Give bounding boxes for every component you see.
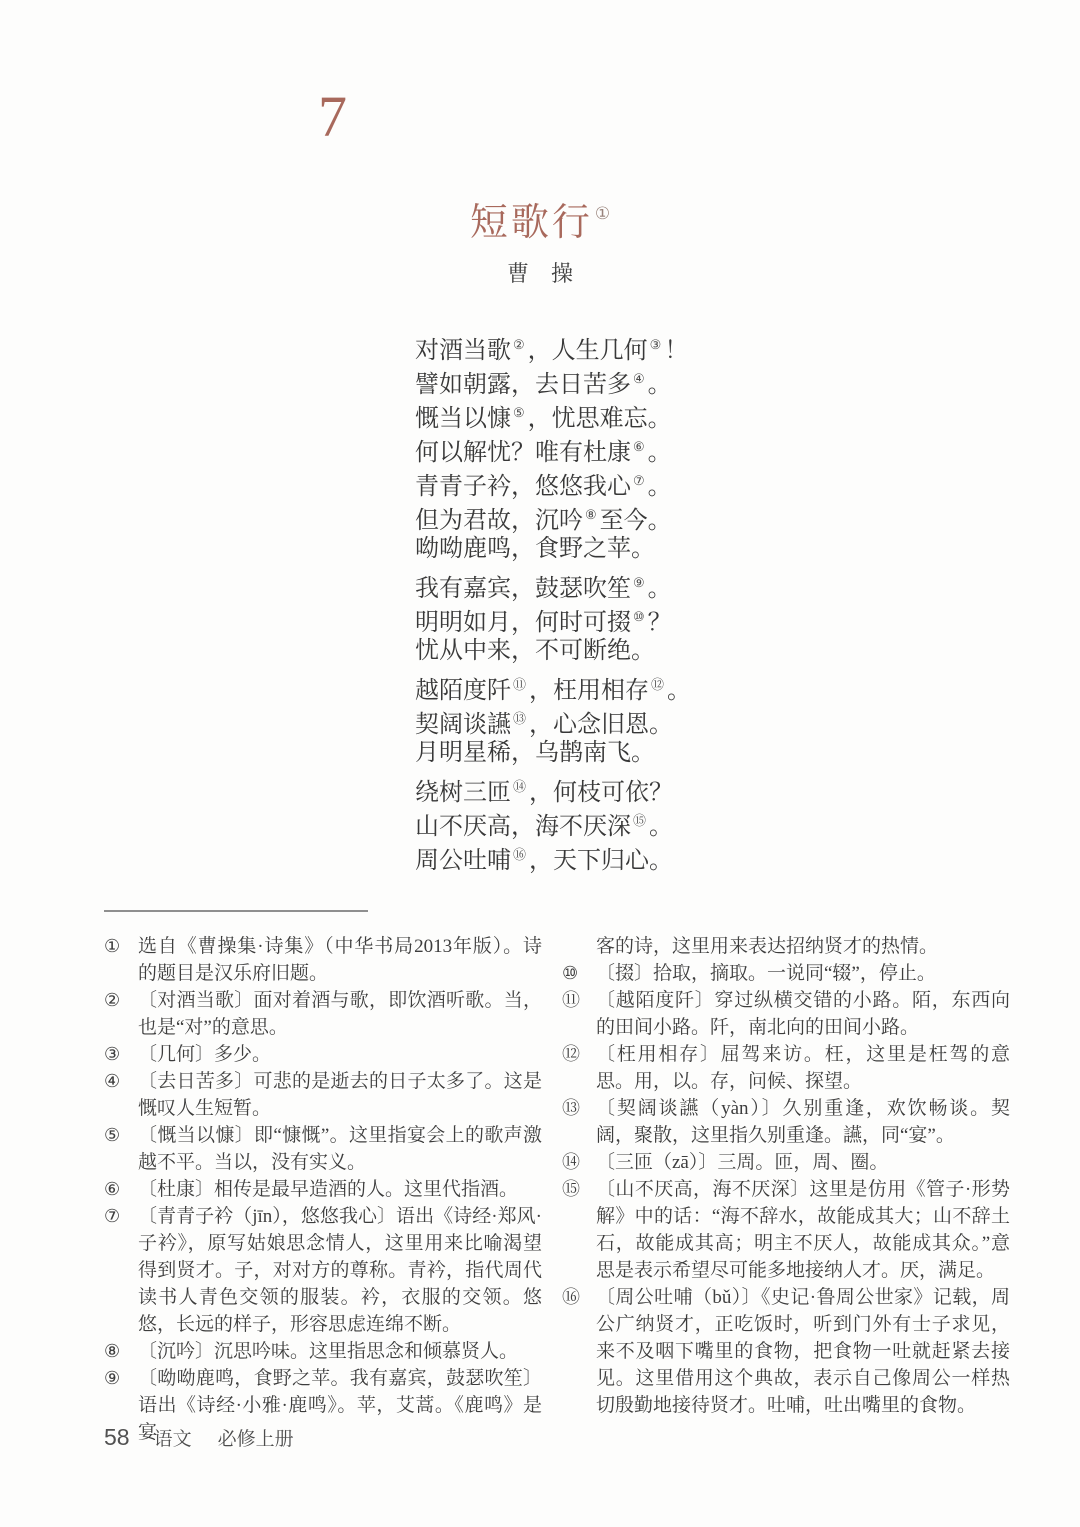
footnote-text: 〔呦呦鹿鸣，食野之苹。我有嘉宾，鼓瑟吹笙〕语出《诗经·小雅·鹿鸣》。苹，艾蒿。《鹿鸣》是宴 [138, 1368, 542, 1443]
footnote-text: 〔去日苦多〕可悲的是逝去的日子太多了。这是慨叹人生短暂。 [138, 1071, 542, 1119]
footnotes-left-column [104, 933, 542, 1446]
footnote-number: ⑯ [562, 1287, 580, 1307]
poem-line: 明明如月，何时可掇 ⑩ ？ [415, 609, 672, 636]
poem-line: 对酒当歌 ② ，人生几何 ③ ！ [415, 337, 689, 364]
page-number: 58 [104, 1424, 130, 1450]
footnote-item [104, 1122, 542, 1176]
footnote-item [562, 1041, 1010, 1095]
poem-line: 但为君故，沉吟 ⑧ 至今。 [415, 507, 672, 534]
poem-line: 越陌度阡 ⑪ ，枉用相存 ⑫ 。 [415, 677, 692, 704]
footnote-item [104, 987, 542, 1041]
title-footnote-ref: ① [594, 204, 611, 224]
footnote-item [104, 1041, 542, 1068]
footnote-number: ⑩ [562, 963, 579, 983]
footnote-text: 〔契阔谈讌（yàn）〕久别重逢，欢饮畅谈。契阔，聚散，这里指久别重逢。讌，同“宴”。 [596, 1098, 1010, 1146]
footnote-number [562, 933, 596, 960]
footnote-number: ⑪ [562, 990, 580, 1010]
footnote-item [104, 1338, 542, 1365]
poem-line: 山不厌高，海不厌深 ⑮ 。 [415, 813, 674, 840]
footnote-number: ⑭ [562, 1152, 580, 1172]
footnote-text: 〔周公吐哺（bǔ）〕《史记·鲁周公世家》记载，周公广纳贤才，正吃饭时，听到门外有士子求见，来不及咽下嘴里的食物，把食物一吐就赶紧去接见。这里借用这个典故，表示自己像周公一样热切殷勤地接待贤才。吐哺，吐出嘴里的食物。 [596, 1287, 1010, 1416]
footnote-text: 〔山不厌高，海不厌深〕这里是仿用《管子·形势解》中的话：“海不辞水，故能成其大；山不辞土石，故能成其高；明主不厌人，故能成其众。”意思是表示希望尽可能多地接纳人才。厌，满足。 [596, 1179, 1010, 1281]
poem-note-ref: ⑯ [513, 847, 527, 862]
poem-note-ref: ⑦ [633, 473, 645, 488]
footnote-item [562, 987, 1010, 1041]
footnote-number: ⑤ [104, 1125, 121, 1145]
footnote-number: ② [104, 990, 121, 1010]
footnote-text: 〔慨当以慷〕即“慷慨”。这里指宴会上的歌声激越不平。当以，没有实义。 [138, 1125, 542, 1173]
poem-note-ref: ⑪ [513, 677, 527, 692]
poem-note-ref: ⑧ [585, 507, 597, 522]
footnote-text: 选自《曹操集·诗集》（中华书局2013年版）。诗的题目是汉乐府旧题。 [138, 936, 542, 984]
footnote-text: 客的诗，这里用来表达招纳贤才的热情。 [596, 936, 939, 957]
poem-line: 呦呦鹿鸣，食野之苹。 [415, 536, 655, 562]
footnote-number: ⑦ [104, 1206, 121, 1226]
page-footer [104, 1424, 294, 1451]
footnote-number: ⑮ [562, 1179, 580, 1199]
poem-body [415, 328, 691, 872]
footnote-item [104, 1176, 542, 1203]
footnote-number: ⑬ [562, 1098, 580, 1118]
footnote-item [562, 1095, 1010, 1149]
footnote-text: 〔枉用相存〕屈驾来访。枉，这里是枉驾的意思。用，以。存，问候、探望。 [596, 1044, 1010, 1092]
poem-note-ref: ② [513, 337, 525, 352]
poem-line: 何以解忧？唯有杜康 ⑥ 。 [415, 439, 672, 466]
footnote-item [104, 1068, 542, 1122]
footnote-item [562, 1176, 1010, 1284]
poem-note-ref: ③ [649, 337, 662, 352]
footnote-text: 〔越陌度阡〕穿过纵横交错的小路。陌，东西向的田间小路。阡，南北向的田间小路。 [596, 990, 1010, 1038]
poem-line: 慨当以慷 ⑤ ，忧思难忘。 [415, 405, 672, 432]
poem-line: 青青子衿，悠悠我心 ⑦ 。 [415, 473, 672, 500]
footer-volume: 必修上册 [217, 1429, 294, 1450]
poem-author: 曹 操 [506, 261, 573, 286]
poem-note-ref: ⑩ [633, 609, 645, 624]
poem-line: 绕树三匝 ⑭ ，何枝可依？ [415, 779, 674, 806]
footnote-item [562, 1284, 1010, 1419]
footnote-number: ④ [104, 1071, 121, 1091]
footnote-item [562, 1149, 1010, 1176]
footnote-separator [104, 910, 368, 912]
lesson-number: 7 [318, 84, 347, 149]
poem-note-ref: ⑥ [633, 439, 645, 454]
footer-subject: 语文 [153, 1429, 192, 1450]
footnote-text: 〔三匝（zā）〕三周。匝，周、圈。 [596, 1152, 889, 1173]
footnote-text: 〔杜康〕相传是最早造酒的人。这里代指酒。 [138, 1179, 519, 1200]
poem-line: 忧从中来，不可断绝。 [415, 638, 655, 664]
poem-note-ref: ⑨ [633, 575, 645, 590]
poem-line: 契阔谈讌 ⑬ ，心念旧恩。 [415, 711, 674, 738]
poem-title-text: 短歌行 [469, 202, 593, 245]
footnote-item [104, 1203, 542, 1338]
footnote-number: ③ [104, 1044, 121, 1064]
footnote-number: ⑨ [104, 1368, 121, 1388]
footnote-text: 〔几何〕多少。 [138, 1044, 272, 1065]
footnote-number: ⑥ [104, 1179, 121, 1199]
poem-note-ref: ⑤ [513, 405, 525, 420]
poem-note-ref: ⑬ [513, 711, 527, 726]
footnote-text: 〔青青子衿（jīn），悠悠我心〕语出《诗经·郑风·子衿》，原写姑娘思念情人，这里用来比喻渴望得到贤才。子，对对方的尊称。青衿，指代周代读书人青色交领的服装。衿，衣服的交领。悠悠，长远的样子，形容思虑连绵不断。 [138, 1206, 542, 1335]
poem-line: 周公吐哺 ⑯ ，天下归心。 [415, 847, 674, 874]
poem-line: 月明星稀，乌鹊南飞。 [415, 740, 655, 766]
footnote-item [104, 933, 542, 987]
poem-note-ref: ④ [633, 371, 645, 386]
footnote-text: 〔掇〕拾取，摘取。一说同“辍”，停止。 [596, 963, 936, 984]
footnote-number: ⑫ [562, 1044, 580, 1064]
footnote-text: 〔沉吟〕沉思吟味。这里指思念和倾慕贤人。 [138, 1341, 519, 1362]
footnote-number: ① [104, 936, 121, 956]
footnote-item [562, 960, 1010, 987]
poem-title [0, 201, 1080, 247]
footnote-number: ⑧ [104, 1341, 121, 1361]
poem-line: 譬如朝露，去日苦多 ④ 。 [415, 371, 672, 398]
poem-note-ref: ⑫ [651, 677, 665, 692]
poem-note-ref: ⑭ [513, 779, 527, 794]
poem-line: 我有嘉宾，鼓瑟吹笙 ⑨ 。 [415, 575, 672, 602]
footnote-item [562, 933, 1010, 960]
poem-note-ref: ⑮ [633, 813, 647, 828]
footnote-text: 〔对酒当歌〕面对着酒与歌，即饮酒听歌。当，也是“对”的意思。 [138, 990, 542, 1038]
footnotes-right-column [562, 933, 1010, 1419]
